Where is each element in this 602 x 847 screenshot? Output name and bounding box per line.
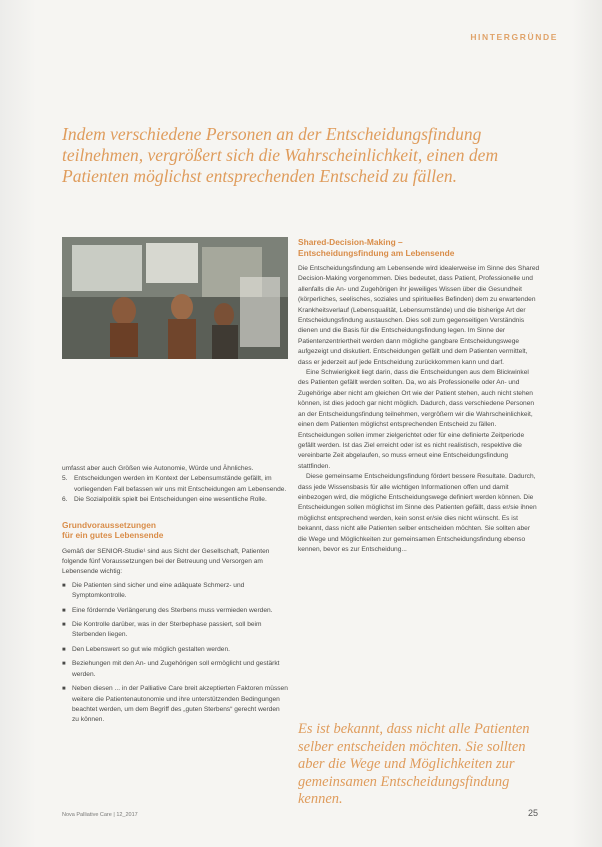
bullet-text: Die Patienten sind sicher und eine adäquate Schmerz- und Symptomkontrolle.: [72, 581, 245, 600]
subheading-left-line1: Grundvoraussetzungen: [62, 519, 156, 530]
bullet-text: Beziehungen mit den An- und Zugehörigen soll ermöglicht und gestärkt werden.: [72, 660, 280, 678]
footer-source: Nova Palliative Care | 12_2017: [62, 812, 138, 818]
article-photo: [62, 237, 288, 359]
numbered-item-number: 5.: [62, 475, 68, 483]
left-intro: Gemäß der SENIOR-Studie¹ sind aus Sicht der Gesellschaft, Patienten folgende fünf Voraussetzungen bei der Betreuung und Versorgen am Lebensende wichtig:: [62, 547, 270, 576]
left-column: [62, 464, 288, 730]
bullet-icon: ■: [62, 686, 66, 693]
bullet-item: [62, 620, 288, 641]
bullet-item: [62, 581, 288, 602]
pull-quote: Es ist bekannt, dass nicht alle Patienten selber entscheiden möchten. Sie sollten aber die Wege und Möglichkeiten zur gemeinsamen Entscheidungsfindung kennen.: [298, 721, 530, 807]
numbered-item-number: 6.: [62, 496, 68, 504]
bullet-icon: ■: [62, 646, 66, 653]
numbered-item-text: Die Sozialpolitik spielt bei Entscheidungen eine wesentliche Rolle.: [74, 496, 267, 504]
bullet-text: Neben diesen ... in der Palliative Care breit akzeptierten Faktoren müssen weitere die Patientenautonomie und ihre unterstützenden Bedingungen beachtet werden, um dem Begriff des „guten Sterbens“ gerecht werden zu können.: [72, 685, 288, 724]
section-label: HINTERGRÜNDE: [470, 32, 558, 42]
page-number: 25: [527, 808, 538, 818]
bullet-list: [62, 581, 288, 726]
bullet-item: [62, 645, 288, 655]
bullet-icon: ■: [62, 582, 66, 589]
left-column-continuation: umfasst aber auch Größen wie Autonomie, Würde und Ähnliches.: [62, 465, 254, 472]
numbered-item: [62, 474, 288, 495]
bullet-text: Eine fördernde Verlängerung des Sterbens muss vermieden werden.: [72, 606, 273, 614]
bullet-icon: ■: [62, 622, 66, 629]
right-column: [298, 237, 540, 555]
lead-quote: Indem verschiedene Personen an der Entscheidungsfindung teilnehmen, vergrößert sich die Wahrscheinlichkeit, einen dem Patienten möglichst entsprechenden Entscheid zu fällen.: [62, 124, 499, 186]
bullet-item: [62, 659, 288, 680]
bullet-text: Den Lebenswert so gut wie möglich gestalten werden.: [72, 645, 230, 653]
bullet-item: [62, 606, 288, 616]
numbered-item: [62, 495, 288, 505]
bullet-text: Die Kontrolle darüber, was in der Sterbephase passiert, soll beim Sterbenden liegen.: [72, 621, 262, 639]
right-paragraph-2: Eine Schwierigkeit liegt darin, dass die Entscheidungen aus dem Blickwinkel des Patienten gefällt werden sollten. Da, wo als Professionelle oder An- und Zugehörige aber nicht am gleichen Ort wie der Patient stehen, auch nicht stehen können, ist dies jedoch gar nicht möglich. Dadurch, dass verschiedene Personen an der Entscheidungsfindung teilnehmen, vergrößern wir die Wahrscheinlichkeit, einen dem Patienten möglichst entsprechenden Entscheid zu fällen. Entscheidungen sollen immer zielgerichtet oder für eine definierte Zeitperiode gefällt werden. Ist das Ziel erreicht oder ist es nicht realistisch, respektive die vereinbarte Zeit abgelaufen, so muss erneut eine Entscheidungsfindung stattfinden.: [298, 369, 535, 470]
numbered-item-text: Entscheidungen werden im Kontext der Lebensumstände gefällt, im vorliegenden Fall befassen wir uns mit Entscheidungen am Lebensende.: [74, 475, 287, 493]
subheading-left: [62, 520, 288, 541]
bullet-icon: ■: [62, 607, 66, 614]
subheading-right: [298, 237, 540, 258]
subheading-right-line2: Entscheidungsfindung am Lebensende: [298, 247, 455, 258]
right-paragraph-1: Die Entscheidungsfindung am Lebensende wird idealerweise im Sinne des Shared Decision-Making vorgenommen. Dies bedeutet, dass Patient, Professionelle und allenfalls die An- und Zugehörigen ihr jeweiliges Wissen über die Gesundheit (körperliches, seelisches, soziales und spirituelles Befinden) dem zu erwartenden Krankheitsverlauf (Lebensqualität, Lebensumstände) und die bisherige Art der Entscheidungsfindung austauschen. Dies soll zum gegenseitigen Verständnis dienen und die Basis für die Entscheidungsfindung legen. Im Sinne der Patientenzentriertheit werden dann mögliche gangbare Entscheidungswege aufgezeigt und diskutiert. Entscheidungen gefällt und dem Patienten vermittelt, dass er jederzeit auf jede Entscheidung zurückkommen kann und darf.: [298, 265, 540, 366]
subheading-right-line1: Shared-Decision-Making –: [298, 237, 403, 247]
subheading-left-line2: für ein gutes Lebensende: [62, 530, 164, 541]
bullet-icon: ■: [62, 661, 66, 668]
right-paragraph-3: Diese gemeinsame Entscheidungsfindung fördert bessere Resultate. Dadurch, dass jede Wissensbasis für alle wichtigen Informationen offen und damit einbezogen wird, die mögliche Entscheidungswege definiert werden können. Die Entscheidungen sollen möglichst im Sinne des Patienten gefällt, dass er/sie ihnen möglichst entsprechend werden, kein sonst er/sie dies nicht wünscht. Es ist bekannt, dass nicht alle Patienten selber entscheiden möchten. Sie sollten aber die Wege und Möglichkeiten zur gemeinsamen Entscheidungsfindung ebenso kennen, bevor es zur Entscheidung...: [298, 473, 537, 553]
bullet-item: [62, 684, 288, 726]
